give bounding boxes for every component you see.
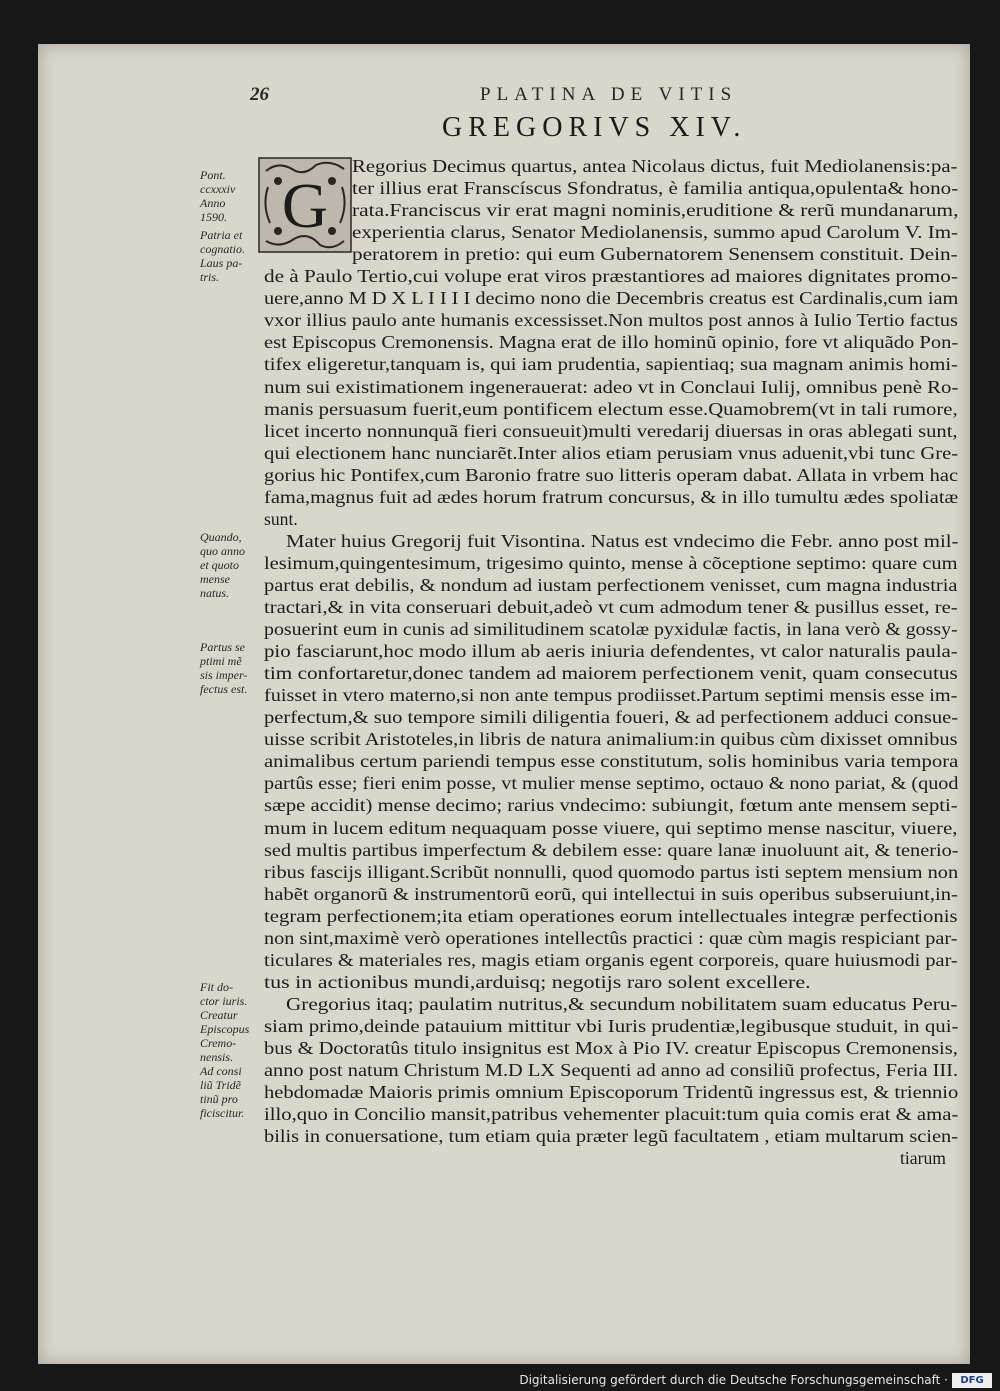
text-line: tus in actionibus mundi,arduisq; negotijs raro solent excellere. xyxy=(264,971,811,992)
marginal-note: Quando, quo anno et quoto mense natus. xyxy=(200,530,245,600)
chapter-title: GREGORIVS XIV. xyxy=(442,112,747,143)
text-line: hebdomadæ Maioris primis omnium Episcoporum Tridentũ ingressus est, & triennio xyxy=(264,1082,959,1103)
marginal-note: Patria et cognatio. Laus pa- tris. xyxy=(200,228,245,284)
text-line: tegram perfectionem;ita etiam operationes eorum intellectuales integræ perfectionis xyxy=(264,905,958,926)
text-line: bilis in conuersatione, tum etiam quia præter legũ facultatem , etiam multarum scien- xyxy=(264,1126,958,1147)
text-line: mum in lucem editum nequaquam posse viuere, qui septimo mense nascitur, viuere, xyxy=(264,817,958,838)
text-line: sunt. xyxy=(264,508,298,529)
text-line: peratorem in pretio: qui eum Gubernatorem Senensem constituit. Dein- xyxy=(352,244,958,265)
text-line: tiarum xyxy=(900,1148,946,1169)
text-line: illo,quo in Concilio mansit,patribus vehementer placuit:tum quia comis erat & ama- xyxy=(264,1104,959,1125)
text-line: licet incerto nonnunquã fieri consueuit)multi veredarij diuersas in oras ablegati sunt, xyxy=(264,420,958,441)
marginal-note: Fit do- ctor iuris. Creatur Episcopus Cremo- nensis. Ad consi liũ Tridẽ tinũ pro ficiscitur. xyxy=(200,980,250,1120)
text-line: manis persuasum fuerit,eum pontificem electum esse.Quamobrem(vt in tali rumore, xyxy=(264,398,958,419)
text-line: Mater huius Gregorij fuit Visontina. Natus est vndecimo die Febr. anno post mil- xyxy=(286,530,959,551)
text-line: tractari,& in vita conseruari debuit,adeò vt cum admodum tener & pusillus esset, re- xyxy=(264,597,958,617)
text-line: partûs esse; fieri enim posse, vt mulier mense septimo, octauo & nono pariat, & (quod xyxy=(264,773,959,794)
text-line: de à Paulo Tertio,cui volupe erat viros præstantiores ad maiores dignitates promo- xyxy=(264,266,958,287)
text-line: sed multis partibus imperfectum & debilem esse: quare lanæ inuoluunt ait, & tenerio- xyxy=(264,839,959,860)
text-line: Regorius Decimus quartus, antea Nicolaus dictus, fuit Mediolanensis:pa- xyxy=(352,156,958,176)
text-line: non sint,maximè verò operationes intellectûs practici : quæ cùm magis respiciant par- xyxy=(264,927,958,948)
text-line: tim confortaretur,donec tandem ad maiorem perfectionem venit, quam consecutus xyxy=(264,663,958,684)
text-line: pio fasciarunt,hoc modo illum ab aeris iniuria defendentes, vt calor naturalis paula- xyxy=(264,641,958,662)
footer-credit: Digitalisierung gefördert durch die Deutsche Forschungsgemeinschaft · xyxy=(519,1373,948,1387)
text-line: ticulares & materiales res, magis etiam organis egent corporeis, quare huiusmodi par- xyxy=(264,949,958,970)
text-line: ter illius erat Franscíscus Sfondratus, è familia antiqua,opulenta& hono- xyxy=(352,178,959,199)
text-line: habẽt organorũ & instrumentorũ eorũ, qui intellectui in suis operibus subseruiunt,in- xyxy=(264,883,958,904)
text-line: posuerint eum in cunis ad similitudinem scatolæ pyxidulæ factis, in lana verò & gossy- xyxy=(264,619,958,640)
text-line: lesimum,quingentesimum, trigesimo quinto, mense à cõceptione septimo: quare cum xyxy=(264,552,958,573)
text-line: ribus fascijs illigant.Scribũt nonnulli, quod quomodo partus isti septem mensium non xyxy=(264,861,959,882)
text-line: partus erat debilis, & nondum ad iustam perfectionem venisset, cum magna industria xyxy=(264,574,958,595)
text-line: num sui existimationem ingenerauerat: adeo vt in Conclaui Iulij, omnibus penè Ro- xyxy=(264,376,959,397)
text-line: siam primo,deinde patauium mittitur vbi Iuris prudentiæ,legibusque studuit, in qui- xyxy=(264,1015,959,1036)
running-title: PLATINA DE VITIS xyxy=(480,84,738,105)
text-line: experientia clarus, Senator Mediolanensis, summo apud Carolum V. Im- xyxy=(352,222,959,243)
text-line: uere,anno M D X L I I I I decimo nono die Decembris creatus est Cardinalis,cum iam xyxy=(264,288,959,309)
text-line: est Episcopus Cremonensis. Magna erat de illo hominũ opinio, fore vt aliquãdo Pon- xyxy=(264,332,959,353)
text-line: vxor illius paulo ante humanis excessisset.Non multos post annos à Iulio Tertio factus xyxy=(264,310,958,331)
page-number: 26 xyxy=(250,84,269,105)
text-line: bus & Doctoratûs titulo insignitus est Mox à Pio IV. creatur Episcopus Cremonensis, xyxy=(264,1038,958,1058)
text-line: gorius hic Pontifex,cum Baronio fratre suo litteris operam dabat. Allata in vrbem hac xyxy=(264,464,959,485)
text-line: anno post natum Christum M.D LX Sequenti ad anno ad consiliũ profectus, Feria III. xyxy=(264,1060,959,1081)
text-line: fama,magnus fuit ad ædes horum fratrum concursus, & in illo tumultu ædes spoliatæ xyxy=(264,486,959,507)
text-line: qui electionem hanc nunciarẽt.Inter alios etiam perusiam vnus aduenit,vbi tunc Gre- xyxy=(264,442,959,463)
text-line: Gregorius itaq; paulatim nutritus,& secundum nobilitatem suam educatus Peru- xyxy=(286,993,958,1014)
text-line: tifex eligeretur,tanquam is, qui iam prudentia, sapientiaq; sua magnam animis homi- xyxy=(264,354,958,375)
text-line: uisse scribit Aristoteles,in libris de natura animalium:in quibus cùm dixisset omnibus xyxy=(264,729,958,750)
marginal-note: Pont. ccxxxiv Anno 1590. xyxy=(200,168,236,224)
running-head xyxy=(0,84,1000,106)
text-line: fuisset in vtero materno,si non ante tempus prodiisset.Partum septimi mensis esse im- xyxy=(264,685,958,706)
dfg-logo: DFG xyxy=(952,1373,992,1388)
initial-letter: G xyxy=(281,170,329,241)
text-line: sæpe accidit) mense decimo; rarius vndecimo: subiungit, fœtum ante mensem septi- xyxy=(264,795,958,816)
text-line: perfectum,& suo tempore simili diligentia foueri, & ad perfectionem adduci consue- xyxy=(264,707,959,728)
text-line: animalibus certum pariendi tempus esse constitutum, solis hominibus varia tempora xyxy=(264,751,959,772)
footer-bar xyxy=(0,1370,1000,1391)
text-line: rata.Franciscus vir erat magni nominis,eruditione & rerũ mundanarum, xyxy=(352,200,959,221)
marginal-note: Partus se ptimi mẽ sis imper- fectus est. xyxy=(200,640,248,696)
decorated-initial xyxy=(258,157,352,253)
